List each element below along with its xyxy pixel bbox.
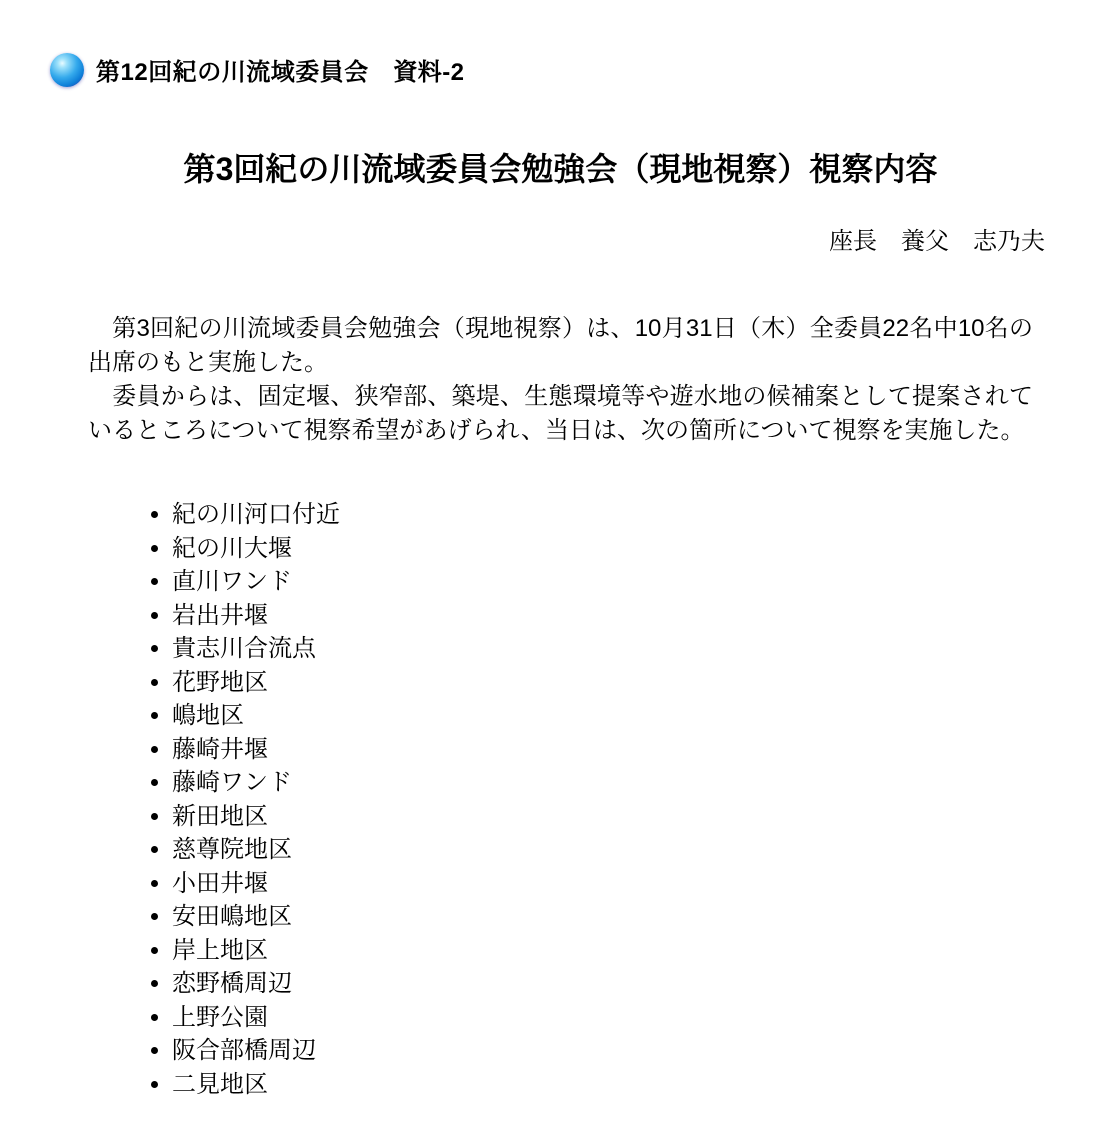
list-item: • 岸上地区 (172, 934, 1033, 968)
list-item: • 直川ワンド (172, 565, 1033, 599)
blue-sphere-bullet-icon (50, 53, 84, 87)
list-item: • 阪合部橋周辺 (172, 1034, 1033, 1068)
list-item: • 花野地区 (172, 666, 1033, 700)
list-item: • 新田地区 (172, 800, 1033, 834)
list-item: • 藤崎ワンド (172, 766, 1033, 800)
list-item: • 貴志川合流点 (172, 632, 1033, 666)
body-text (88, 312, 1033, 448)
list-item: • 慈尊院地区 (172, 833, 1033, 867)
chairperson-byline: 座長 養父 志乃夫 (829, 228, 1045, 255)
list-item: • 二見地区 (172, 1068, 1033, 1102)
list-item: • 紀の川河口付近 (172, 498, 1033, 532)
list-item: • 上野公園 (172, 1001, 1033, 1035)
list-item: • 岩出井堰 (172, 599, 1033, 633)
list-item: • 安田嶋地区 (172, 900, 1033, 934)
paragraph-overview: 第3回紀の川流域委員会勉強会（現地視察）は、10月31日（木）全委員22名中10名の出席のもと実施した。 (88, 315, 1033, 376)
list-item: • 紀の川大堰 (172, 532, 1033, 566)
document-header (0, 0, 1098, 87)
list-item: • 小田井堰 (172, 867, 1033, 901)
document-header-label: 第12回紀の川流域委員会 資料-2 (96, 59, 465, 86)
paragraph-sites-intro: 委員からは、固定堰、狭窄部、築堤、生態環境等や遊水地の候補案として提案されているところについて視察希望があげられ、当日は、次の箇所について視察を実施した。 (88, 383, 1033, 444)
page-title: 第3回紀の川流域委員会勉強会（現地視察）視察内容 (183, 151, 938, 187)
list-item: • 恋野橋周辺 (172, 967, 1033, 1001)
site-list (88, 498, 1033, 1101)
list-item: • 藤崎井堰 (172, 733, 1033, 767)
list-item: • 嶋地区 (172, 699, 1033, 733)
